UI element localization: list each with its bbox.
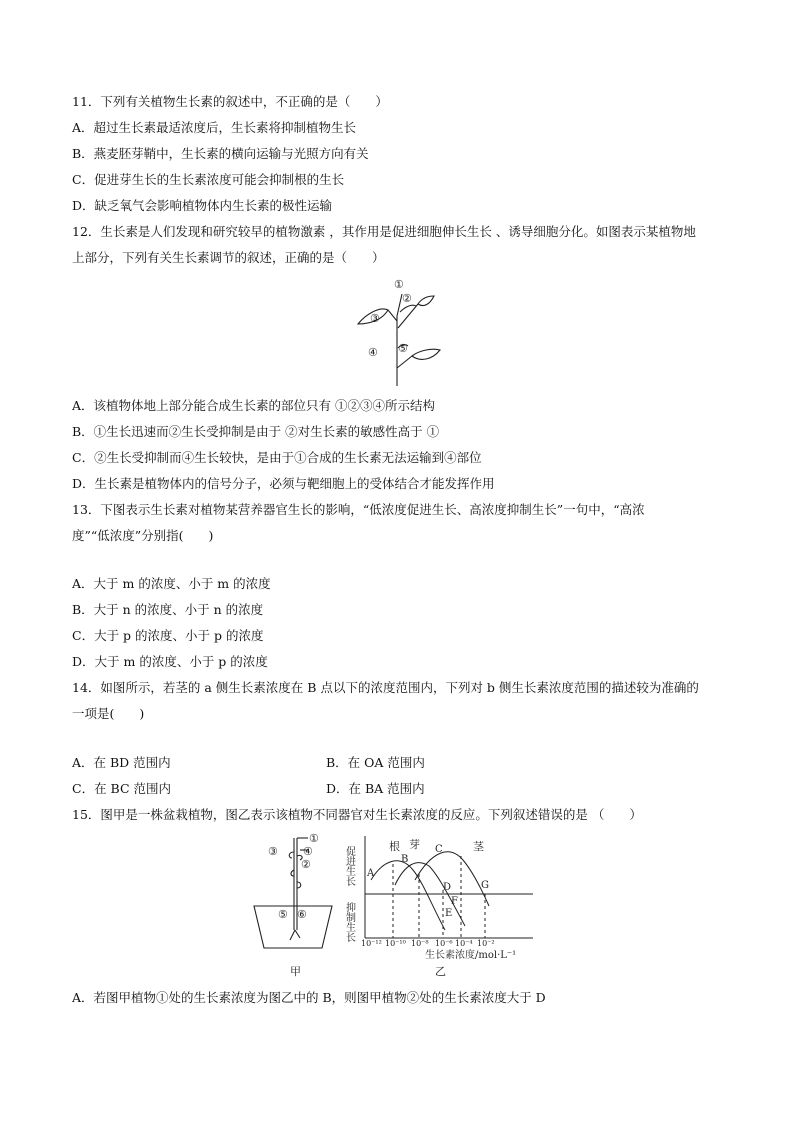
q15-point-f: F xyxy=(451,896,458,907)
q15-x-tick-1: 10⁻¹² xyxy=(361,939,382,948)
q15-yi-caption: 乙 xyxy=(435,965,446,978)
q15-jia-caption: 甲 xyxy=(290,965,301,978)
q15-option-a: A．若图甲植物①处的生长素浓度为图乙中的 B，则图甲植物②处的生长素浓度大于 D xyxy=(72,990,546,1005)
q15-x-tick-3: 10⁻⁸ xyxy=(411,939,429,948)
q11-stem: 11．下列有关植物生长素的叙述中，不正确的是（ ） xyxy=(72,94,388,109)
q12-stem-line1: 12．生长素是人们发现和研究较早的植物激素 ，其作用是促进细胞伸长生长 、诱导细胞分化。如图表示某植物地 xyxy=(72,224,696,239)
q15-x-tick-5: 10⁻⁴ xyxy=(455,939,473,948)
q11-option-b: B．燕麦胚芽鞘中，生长素的横向运输与光照方向有关 xyxy=(72,146,369,161)
q12-label-5: ⑤ xyxy=(398,342,408,355)
q15-x-tick-6: 10⁻² xyxy=(477,939,495,948)
q15-point-b: B xyxy=(401,854,409,865)
q11-option-c: C．促进芽生长的生长素浓度可能会抑制根的生长 xyxy=(72,172,345,187)
q15-jia-label-6: ⑥ xyxy=(297,908,307,921)
q15-point-a: A xyxy=(367,868,375,879)
q12-label-3: ③ xyxy=(370,312,380,325)
q15-jia-label-5: ⑤ xyxy=(278,908,288,921)
q12-option-c: C．②生长受抑制而④生长较快，是由于①合成的生长素无法运输到④部位 xyxy=(72,450,482,465)
q12-label-4: ④ xyxy=(368,346,378,359)
q13-option-b: B．大于 n 的浓度、小于 n 的浓度 xyxy=(72,602,264,617)
q15-curve-bud: 芽 xyxy=(409,838,420,851)
q15-jia-label-2: ② xyxy=(301,858,311,871)
q11-option-d: D．缺乏氧气会影响植物体内生长素的极性运输 xyxy=(72,198,333,213)
q15-stem: 15．图甲是一株盆栽植物，图乙表示该植物不同器官对生长素浓度的反应。下列叙述错误的是 （ ） xyxy=(72,807,642,822)
q15-x-tick-4: 10⁻⁶ xyxy=(435,939,453,948)
q14-option-d: D．在 BA 范围内 xyxy=(326,781,425,796)
q14-option-b: B．在 OA 范围内 xyxy=(326,755,425,770)
q15-x-label: 生长素浓度/mol·L⁻¹ xyxy=(425,950,517,961)
q15-x-tick-2: 10⁻¹⁰ xyxy=(385,939,406,948)
q12-stem-line2: 上部分，下列有关生长素调节的叙述，正确的是（ ） xyxy=(72,250,385,265)
q15-jia-label-1: ① xyxy=(309,832,319,845)
q12-label-2: ② xyxy=(402,292,412,305)
q13-stem-line2: 度”“低浓度”分别指( ) xyxy=(72,528,214,543)
q15-y-top: 促进生长 xyxy=(343,846,355,886)
q14-stem-line2: 一项是( ) xyxy=(72,706,145,721)
q15-point-d: D xyxy=(443,882,452,893)
q14-option-c: C．在 BC 范围内 xyxy=(72,781,171,796)
q12-option-b: B．①生长迅速而②生长受抑制是由于 ②对生长素的敏感性高于 ① xyxy=(72,424,440,439)
q14-stem-line1: 14．如图所示，若茎的 a 侧生长素浓度在 B 点以下的浓度范围内，下列对 b 侧生长素浓度范围的描述较为准确的 xyxy=(72,680,699,695)
q15-y-bottom: 抑制生长 xyxy=(343,902,355,942)
q13-option-a: A．大于 m 的浓度、小于 m 的浓度 xyxy=(72,576,271,591)
q11-option-a: A．超过生长素最适浓度后，生长素将抑制植物生长 xyxy=(72,120,357,135)
q12-option-d: D．生长素是植物体内的信号分子，必须与靶细胞上的受体结合才能发挥作用 xyxy=(72,476,495,491)
q15-jia-label-3: ③ xyxy=(268,845,278,858)
q13-option-c: C．大于 p 的浓度、小于 p 的浓度 xyxy=(72,628,264,643)
q15-point-c: C xyxy=(435,844,443,855)
q13-stem-line1: 13．下图表示生长素对植物某营养器官生长的影响，“低浓度促进生长、高浓度抑制生长”一句中，“高浓 xyxy=(72,502,645,517)
q15-figure-jia xyxy=(250,830,340,980)
q15-jia-label-4: ④ xyxy=(303,845,313,858)
q15-curve-stem: 茎 xyxy=(473,840,484,853)
q12-option-a: A．该植物体地上部分能合成生长素的部位只有 ①②③④所示结构 xyxy=(72,398,436,413)
q14-option-a: A．在 BD 范围内 xyxy=(72,755,171,770)
q15-point-e: E xyxy=(445,908,453,919)
q12-plant-figure xyxy=(350,276,445,388)
q12-label-1: ① xyxy=(394,278,404,291)
q15-figure-yi xyxy=(345,830,540,980)
q13-option-d: D．大于 m 的浓度、小于 p 的浓度 xyxy=(72,654,268,669)
q15-curve-root: 根 xyxy=(389,840,400,853)
q15-point-g: G xyxy=(481,880,489,891)
